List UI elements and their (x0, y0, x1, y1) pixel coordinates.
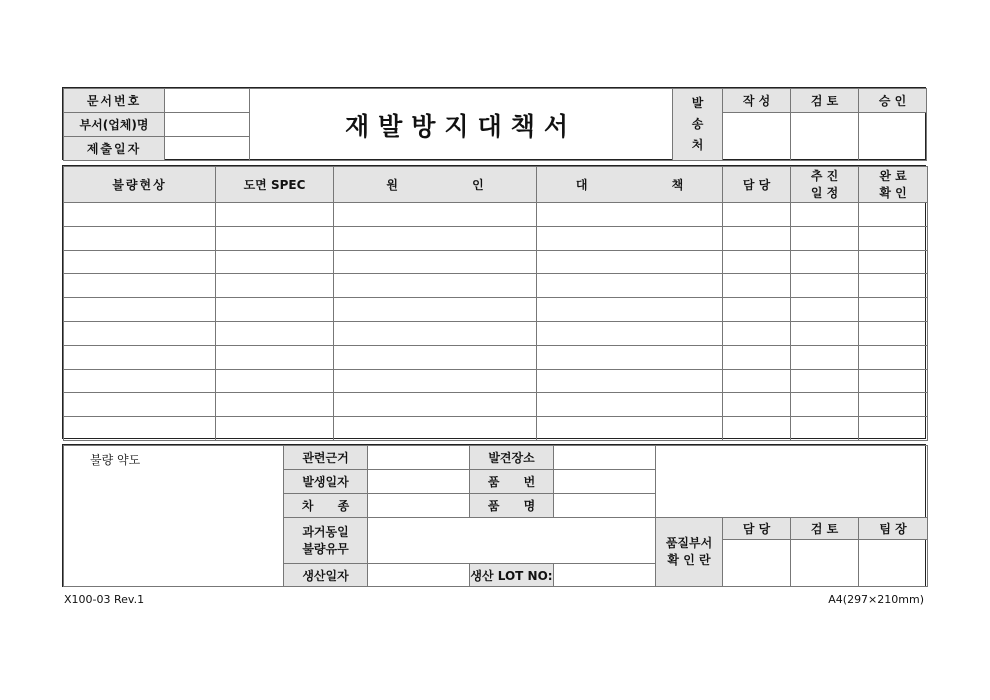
part-name-label: 품 명 (470, 494, 554, 518)
bottom-block (62, 444, 926, 587)
col-schedule-line1: 추 진 (810, 168, 839, 183)
submit-date-field[interactable] (165, 137, 250, 161)
col-schedule (791, 167, 859, 203)
table-cell[interactable] (334, 203, 537, 227)
table-cell[interactable] (64, 321, 216, 345)
table-cell[interactable] (723, 274, 791, 298)
signoff-manager: 담 당 (723, 518, 791, 540)
bottom-table (63, 445, 928, 587)
doc-no-label: 문서번호 (64, 89, 165, 113)
lot-no-label: 생산 LOT NO: (470, 564, 554, 587)
main-table (63, 166, 928, 441)
table-cell[interactable] (334, 298, 537, 322)
table-cell[interactable] (537, 345, 723, 369)
col-confirm (859, 167, 928, 203)
signoff-review-box[interactable] (791, 540, 859, 587)
sign-approve-box[interactable] (859, 113, 927, 161)
dispatch-label-text (673, 93, 722, 156)
table-cell[interactable] (537, 274, 723, 298)
table-cell[interactable] (64, 417, 216, 441)
approval-written: 작 성 (723, 89, 791, 113)
table-cell[interactable] (334, 417, 537, 441)
table-row (64, 369, 928, 393)
header-block (62, 87, 926, 160)
found-location-label: 발견장소 (470, 446, 554, 470)
table-row (64, 250, 928, 274)
col-defect: 불량현상 (64, 167, 216, 203)
table-cell[interactable] (723, 321, 791, 345)
part-name-field[interactable] (554, 494, 656, 518)
part-no-field[interactable] (554, 470, 656, 494)
table-cell[interactable] (334, 345, 537, 369)
table-cell[interactable] (859, 274, 928, 298)
table-cell[interactable] (791, 298, 859, 322)
table-row (64, 417, 928, 441)
defect-sketch-area[interactable] (64, 446, 284, 587)
table-cell[interactable] (216, 203, 334, 227)
past-same-defect-label (284, 518, 368, 564)
table-cell[interactable] (64, 203, 216, 227)
table-cell[interactable] (859, 250, 928, 274)
related-basis-field[interactable] (368, 446, 470, 470)
quality-remarks-area[interactable] (656, 446, 928, 518)
table-cell[interactable] (791, 321, 859, 345)
submit-date-label: 제출일자 (64, 137, 165, 161)
signoff-team-lead: 팀 장 (859, 518, 928, 540)
table-cell[interactable] (723, 417, 791, 441)
table-cell[interactable] (537, 250, 723, 274)
table-row (64, 274, 928, 298)
table-cell[interactable] (859, 321, 928, 345)
table-cell[interactable] (64, 369, 216, 393)
table-cell[interactable] (334, 393, 537, 417)
table-cell[interactable] (537, 321, 723, 345)
past-same-line2: 불량유무 (302, 541, 349, 556)
table-cell[interactable] (723, 250, 791, 274)
table-cell[interactable] (723, 393, 791, 417)
signoff-review: 검 토 (791, 518, 859, 540)
occurrence-date-label: 발생일자 (284, 470, 368, 494)
table-cell[interactable] (859, 369, 928, 393)
lot-no-field[interactable] (554, 564, 656, 587)
table-cell[interactable] (216, 321, 334, 345)
part-no-label: 품 번 (470, 470, 554, 494)
col-cause: 원 인 (334, 167, 537, 203)
form-code: X100-03 Rev.1 (64, 593, 145, 606)
table-cell[interactable] (64, 298, 216, 322)
quality-line1: 품질부서 (665, 536, 713, 550)
vehicle-type-field[interactable] (368, 494, 470, 518)
vehicle-type-label: 차 종 (284, 494, 368, 518)
table-cell[interactable] (723, 298, 791, 322)
table-row (64, 393, 928, 417)
past-same-defect-field[interactable] (368, 518, 656, 564)
table-cell[interactable] (64, 345, 216, 369)
table-cell[interactable] (791, 250, 859, 274)
col-manager: 담 당 (723, 167, 791, 203)
table-cell[interactable] (64, 274, 216, 298)
table-cell[interactable] (216, 393, 334, 417)
col-confirm-line2: 확 인 (879, 185, 907, 200)
dept-label: 부서(업체)명 (64, 113, 165, 137)
table-cell[interactable] (859, 345, 928, 369)
approval-review: 검 토 (791, 89, 859, 113)
table-cell[interactable] (859, 203, 928, 227)
table-cell[interactable] (791, 226, 859, 250)
table-cell[interactable] (859, 298, 928, 322)
table-cell[interactable] (723, 226, 791, 250)
table-row (64, 321, 928, 345)
occurrence-date-field[interactable] (368, 470, 470, 494)
document-title: 재발방지대책서 (250, 89, 673, 161)
table-cell[interactable] (216, 369, 334, 393)
table-cell[interactable] (791, 345, 859, 369)
past-same-line1: 과거동일 (302, 524, 349, 539)
table-row (64, 226, 928, 250)
defect-sketch-label: 불량 약도 (90, 453, 141, 467)
main-table-block (62, 165, 926, 439)
col-countermeasure: 대 책 (537, 167, 723, 203)
table-cell[interactable] (334, 226, 537, 250)
table-cell[interactable] (334, 321, 537, 345)
table-cell[interactable] (216, 298, 334, 322)
sign-written-box[interactable] (723, 113, 791, 161)
table-cell[interactable] (791, 393, 859, 417)
table-cell[interactable] (791, 417, 859, 441)
table-row (64, 203, 928, 227)
table-cell[interactable] (216, 226, 334, 250)
quality-confirm-label (656, 518, 723, 587)
doc-no-field[interactable] (165, 89, 250, 113)
table-row (64, 345, 928, 369)
table-row (64, 298, 928, 322)
dept-field[interactable] (165, 113, 250, 137)
table-cell[interactable] (334, 250, 537, 274)
table-cell[interactable] (537, 298, 723, 322)
dispatch-label (673, 89, 723, 161)
table-cell[interactable] (723, 369, 791, 393)
col-confirm-line1: 완 료 (879, 168, 907, 183)
table-cell[interactable] (216, 417, 334, 441)
approval-approve: 승 인 (859, 89, 927, 113)
production-date-field[interactable] (368, 564, 470, 587)
col-schedule-line2: 일 정 (810, 185, 839, 200)
table-cell[interactable] (537, 203, 723, 227)
table-cell[interactable] (216, 250, 334, 274)
dispatch-char-2: 송 (691, 117, 704, 131)
table-cell[interactable] (859, 226, 928, 250)
table-cell[interactable] (537, 369, 723, 393)
table-cell[interactable] (216, 345, 334, 369)
table-cell[interactable] (791, 274, 859, 298)
table-cell[interactable] (537, 417, 723, 441)
table-cell[interactable] (791, 203, 859, 227)
related-basis-label: 관련근거 (284, 446, 368, 470)
header-table (63, 88, 927, 161)
table-cell[interactable] (723, 345, 791, 369)
dispatch-char-1: 발 (691, 96, 704, 110)
paper-size: A4(297×210mm) (828, 593, 924, 606)
signoff-team-lead-box[interactable] (859, 540, 928, 587)
table-cell[interactable] (537, 393, 723, 417)
sign-review-box[interactable] (791, 113, 859, 161)
table-cell[interactable] (334, 274, 537, 298)
col-drawing-spec: 도면 SPEC (216, 167, 334, 203)
table-cell[interactable] (334, 369, 537, 393)
table-cell[interactable] (859, 393, 928, 417)
production-date-label: 생산일자 (284, 564, 368, 587)
dispatch-char-3: 처 (691, 138, 704, 152)
table-cell[interactable] (64, 393, 216, 417)
table-cell[interactable] (64, 226, 216, 250)
quality-line2: 확 인 란 (667, 553, 711, 567)
table-cell[interactable] (216, 274, 334, 298)
table-cell[interactable] (859, 417, 928, 441)
table-cell[interactable] (791, 369, 859, 393)
table-cell[interactable] (723, 203, 791, 227)
table-cell[interactable] (537, 226, 723, 250)
found-location-field[interactable] (554, 446, 656, 470)
signoff-manager-box[interactable] (723, 540, 791, 587)
main-table-body (64, 203, 928, 441)
table-cell[interactable] (64, 250, 216, 274)
